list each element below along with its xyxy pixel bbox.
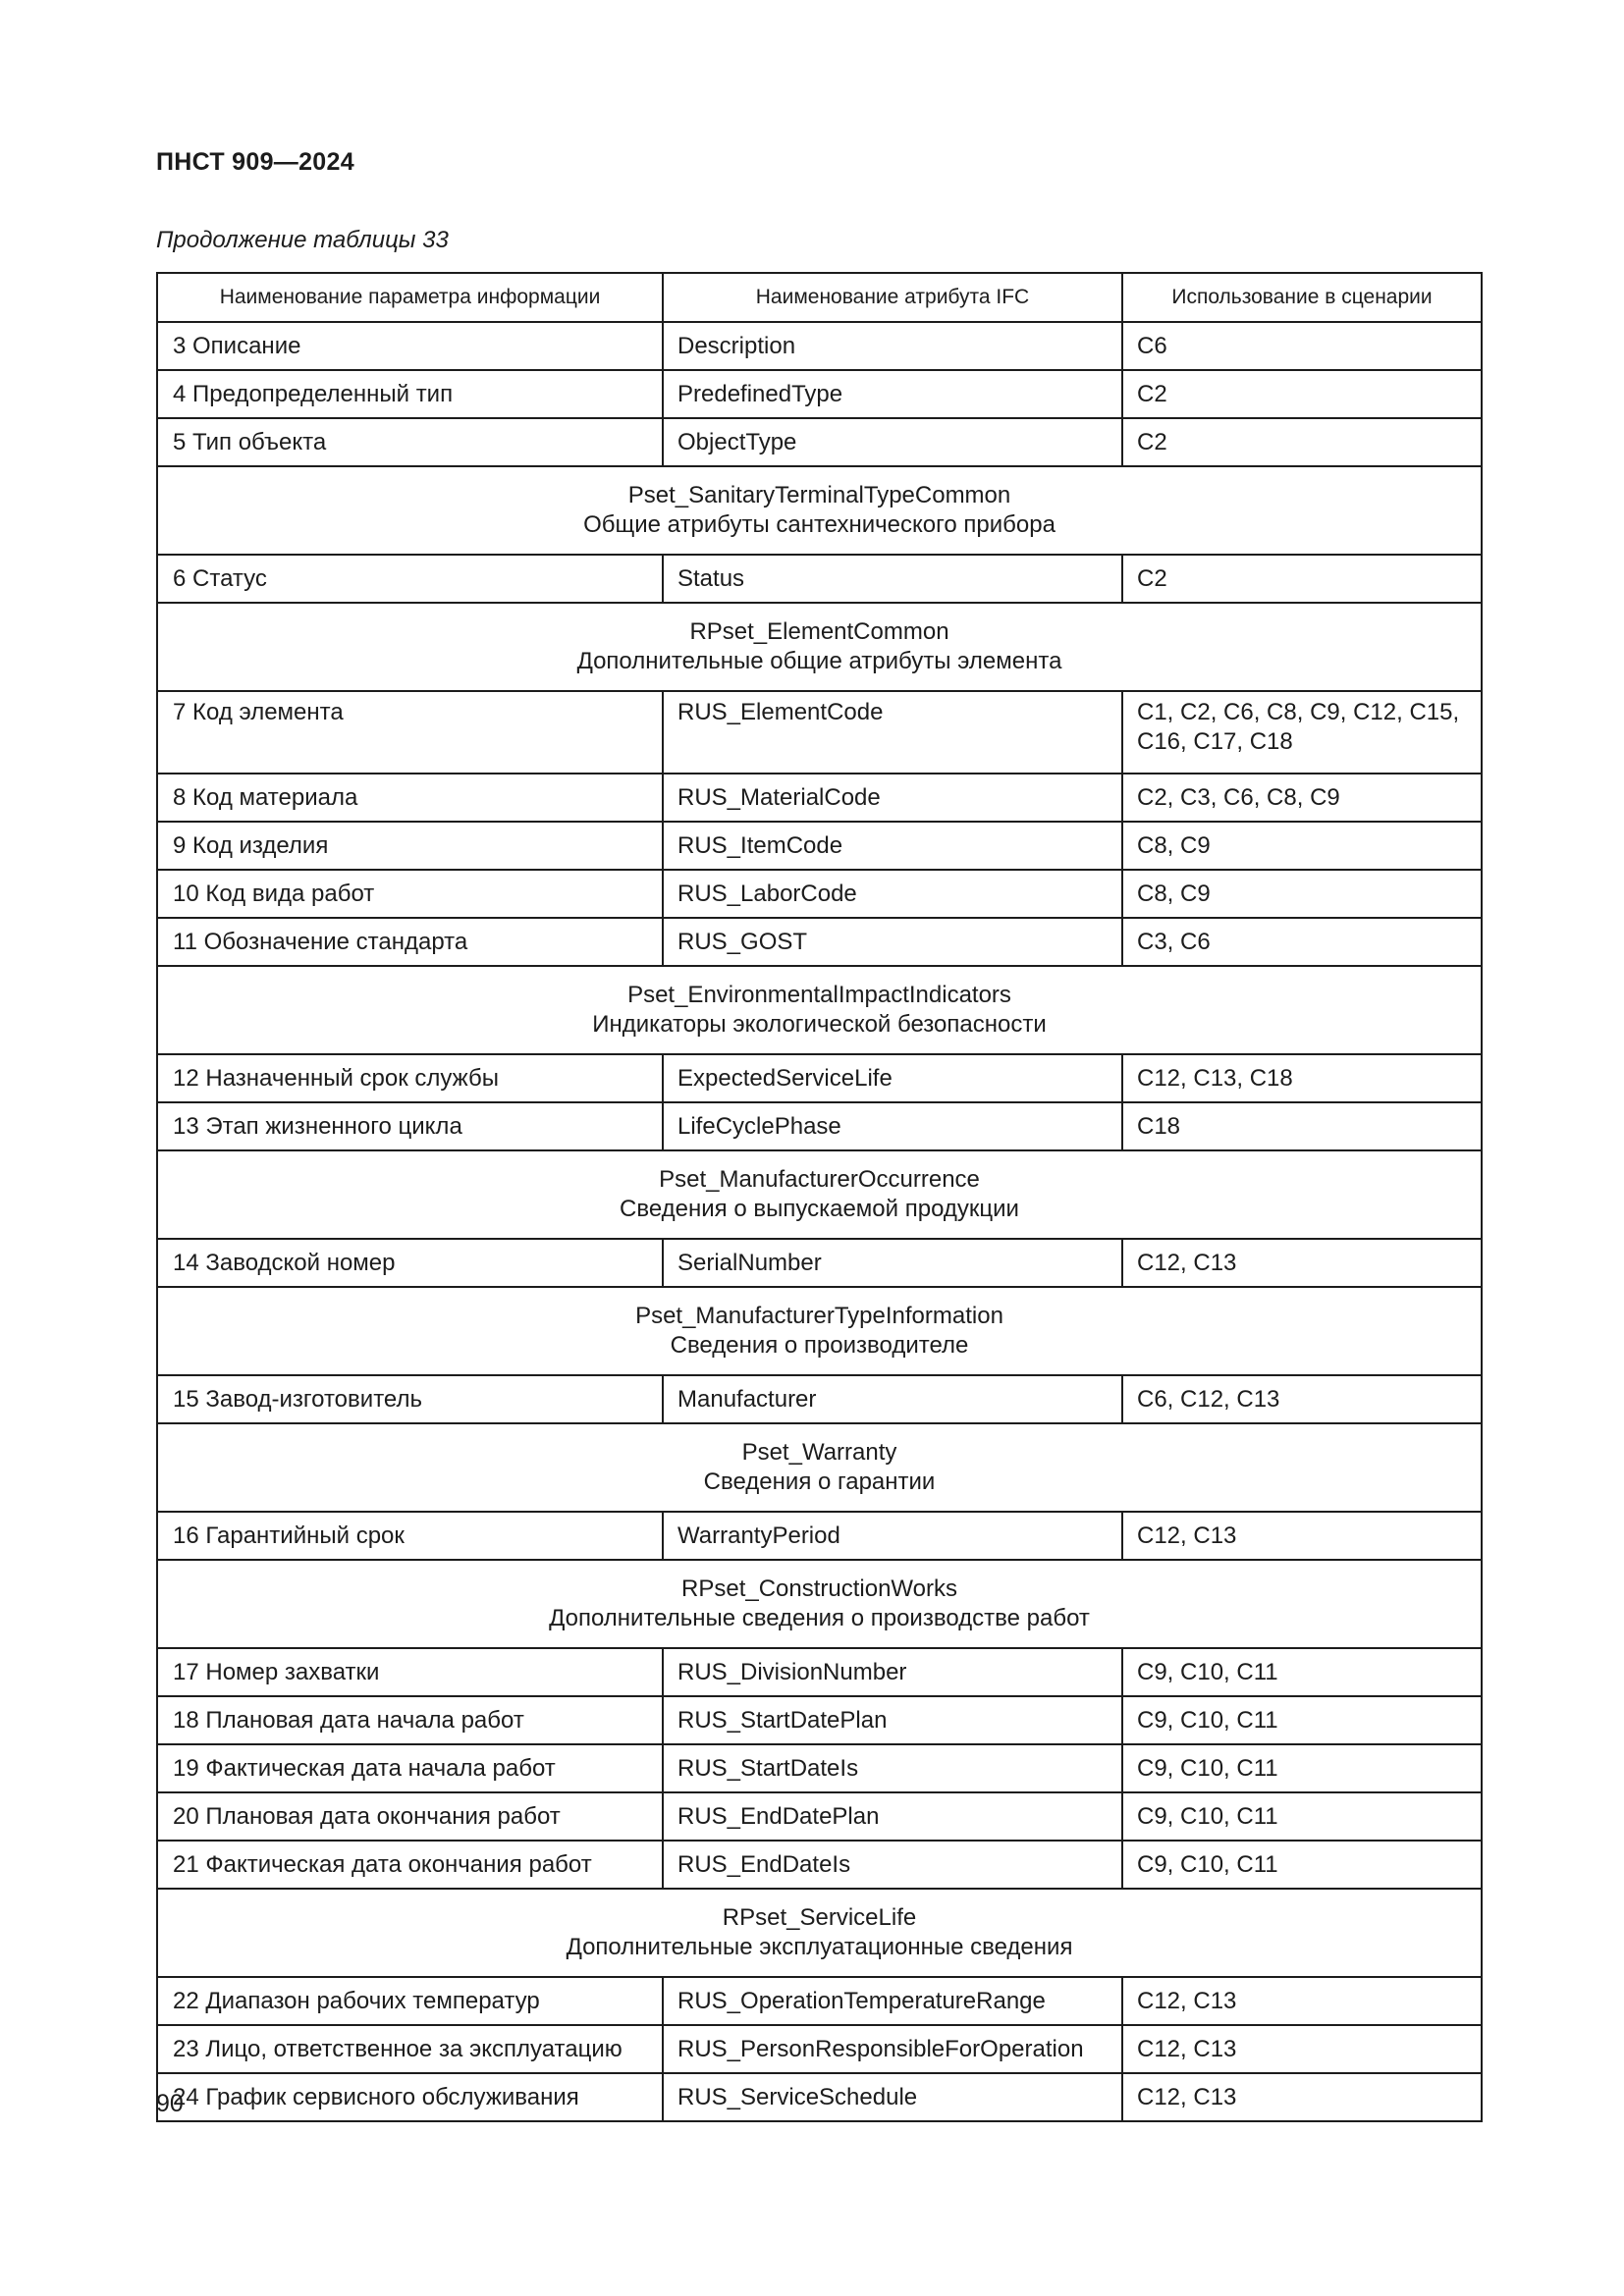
column-header-ifc-attribute: Наименование атрибута IFC [663, 273, 1122, 322]
table-caption: Продолжение таблицы 33 [156, 227, 449, 253]
parameter-cell: 24 График сервисного обслуживания [157, 2073, 663, 2121]
ifc-attribute-cell: RUS_DivisionNumber [663, 1648, 1122, 1696]
page-number: 90 [156, 2090, 184, 2117]
parameter-cell: 5 Тип объекта [157, 418, 663, 466]
ifc-attribute-cell: Description [663, 322, 1122, 370]
table-row [157, 555, 1482, 603]
parameter-cell: 11 Обозначение стандарта [157, 918, 663, 966]
scenario-usage-cell: С9, С10, С11 [1122, 1744, 1482, 1792]
ifc-attribute-cell: RUS_PersonResponsibleForOperation [663, 2025, 1122, 2073]
table-row [157, 1792, 1482, 1841]
ifc-attribute-cell: RUS_ItemCode [663, 822, 1122, 870]
property-set-cell [157, 1423, 1482, 1512]
table-row [157, 2073, 1482, 2121]
property-set-group-row [157, 1889, 1482, 1977]
property-set-cell [157, 603, 1482, 691]
scenario-usage-cell: С12, С13 [1122, 1512, 1482, 1560]
scenario-usage-cell: С2 [1122, 370, 1482, 418]
table-header-row [157, 273, 1482, 322]
scenario-usage-cell: С18 [1122, 1102, 1482, 1150]
property-set-cell [157, 1560, 1482, 1648]
table-row [157, 870, 1482, 918]
property-set-name: Pset_EnvironmentalImpactIndicators [627, 982, 1011, 1008]
property-set-cell [157, 466, 1482, 555]
scenario-usage-cell: С6 [1122, 322, 1482, 370]
parameter-cell: 8 Код материала [157, 774, 663, 822]
parameter-cell: 14 Заводской номер [157, 1239, 663, 1287]
property-set-description: Дополнительные сведения о производстве работ [549, 1605, 1090, 1631]
property-set-group-row [157, 1287, 1482, 1375]
property-set-cell [157, 1889, 1482, 1977]
parameter-cell: 18 Плановая дата начала работ [157, 1696, 663, 1744]
ifc-attribute-cell: RUS_ServiceSchedule [663, 2073, 1122, 2121]
parameter-cell: 20 Плановая дата окончания работ [157, 1792, 663, 1841]
ifc-attribute-cell: WarrantyPeriod [663, 1512, 1122, 1560]
ifc-attribute-cell: RUS_StartDateIs [663, 1744, 1122, 1792]
ifc-attribute-cell: PredefinedType [663, 370, 1122, 418]
property-set-name: RPset_ConstructionWorks [681, 1575, 957, 1602]
property-set-group-row [157, 603, 1482, 691]
column-header-parameter: Наименование параметра информации [157, 273, 663, 322]
parameter-cell: 7 Код элемента [157, 691, 663, 774]
ifc-attribute-cell: Status [663, 555, 1122, 603]
property-set-group-row [157, 1423, 1482, 1512]
table-row [157, 1512, 1482, 1560]
property-set-description: Сведения о гарантии [703, 1468, 936, 1495]
document-code: ПНСТ 909—2024 [156, 148, 354, 176]
property-set-group-row [157, 466, 1482, 555]
ifc-attribute-cell: RUS_StartDatePlan [663, 1696, 1122, 1744]
parameter-cell: 12 Назначенный срок службы [157, 1054, 663, 1102]
scenario-usage-cell: С6, С12, С13 [1122, 1375, 1482, 1423]
ifc-attribute-cell: RUS_LaborCode [663, 870, 1122, 918]
table-row [157, 1977, 1482, 2025]
parameter-cell: 9 Код изделия [157, 822, 663, 870]
table-row [157, 691, 1482, 774]
parameter-cell: 23 Лицо, ответственное за эксплуатацию [157, 2025, 663, 2073]
scenario-usage-cell: С12, С13, С18 [1122, 1054, 1482, 1102]
scenario-usage-cell: С2 [1122, 555, 1482, 603]
scenario-usage-cell: С9, С10, С11 [1122, 1841, 1482, 1889]
ifc-attribute-cell: SerialNumber [663, 1239, 1122, 1287]
parameter-cell: 17 Номер захватки [157, 1648, 663, 1696]
scenario-usage-cell: С9, С10, С11 [1122, 1696, 1482, 1744]
ifc-attribute-cell: ObjectType [663, 418, 1122, 466]
ifc-attribute-cell: LifeCyclePhase [663, 1102, 1122, 1150]
ifc-attribute-cell: RUS_ElementCode [663, 691, 1122, 774]
property-set-name: Pset_SanitaryTerminalTypeCommon [627, 482, 1011, 508]
scenario-usage-cell: С2 [1122, 418, 1482, 466]
parameter-cell: 21 Фактическая дата окончания работ [157, 1841, 663, 1889]
ifc-attribute-cell: Manufacturer [663, 1375, 1122, 1423]
ifc-attribute-cell: RUS_OperationTemperatureRange [663, 1977, 1122, 2025]
scenario-usage-cell: С12, С13 [1122, 1977, 1482, 2025]
parameter-cell: 3 Описание [157, 322, 663, 370]
property-set-cell [157, 1150, 1482, 1239]
property-set-cell [157, 1287, 1482, 1375]
column-header-scenario-usage: Использование в сценарии [1122, 273, 1482, 322]
scenario-usage-cell: С8, С9 [1122, 822, 1482, 870]
property-set-cell [157, 966, 1482, 1054]
table-row [157, 1841, 1482, 1889]
property-set-description: Общие атрибуты сантехнического прибора [583, 511, 1056, 538]
table-row [157, 370, 1482, 418]
parameter-cell: 13 Этап жизненного цикла [157, 1102, 663, 1150]
scenario-usage-cell: С12, С13 [1122, 2073, 1482, 2121]
table-row [157, 1102, 1482, 1150]
property-set-group-row [157, 1560, 1482, 1648]
property-set-name: RPset_ServiceLife [722, 1904, 917, 1931]
parameter-cell: 22 Диапазон рабочих температур [157, 1977, 663, 2025]
property-set-name: Pset_ManufacturerOccurrence [659, 1166, 980, 1193]
scenario-usage-cell: С12, С13 [1122, 2025, 1482, 2073]
scenario-usage-cell: С2, С3, С6, С8, С9 [1122, 774, 1482, 822]
table-row [157, 1375, 1482, 1423]
property-set-description: Сведения о выпускаемой продукции [620, 1196, 1019, 1222]
table-row [157, 1239, 1482, 1287]
scenario-usage-cell: С9, С10, С11 [1122, 1792, 1482, 1841]
property-set-group-row [157, 1150, 1482, 1239]
ifc-attribute-cell: RUS_MaterialCode [663, 774, 1122, 822]
property-set-description: Сведения о производителе [670, 1332, 969, 1359]
table-row [157, 2025, 1482, 2073]
property-set-name: RPset_ElementCommon [689, 618, 949, 645]
ifc-attribute-cell: ExpectedServiceLife [663, 1054, 1122, 1102]
table-row [157, 822, 1482, 870]
table-row [157, 1648, 1482, 1696]
property-set-name: Pset_ManufacturerTypeInformation [635, 1303, 1003, 1329]
ifc-attribute-cell: RUS_EndDateIs [663, 1841, 1122, 1889]
scenario-usage-cell: С8, С9 [1122, 870, 1482, 918]
table-row [157, 1054, 1482, 1102]
parameter-cell: 19 Фактическая дата начала работ [157, 1744, 663, 1792]
property-set-description: Индикаторы экологической безопасности [592, 1011, 1047, 1038]
parameter-cell: 6 Статус [157, 555, 663, 603]
table-row [157, 418, 1482, 466]
table-row [157, 774, 1482, 822]
property-set-description: Дополнительные эксплуатационные сведения [566, 1934, 1073, 1960]
attributes-table [156, 272, 1483, 2122]
table-row [157, 918, 1482, 966]
parameter-cell: 10 Код вида работ [157, 870, 663, 918]
scenario-usage-cell: С3, С6 [1122, 918, 1482, 966]
property-set-name: Pset_Warranty [741, 1439, 897, 1466]
ifc-attribute-cell: RUS_GOST [663, 918, 1122, 966]
table-row [157, 1696, 1482, 1744]
property-set-description: Дополнительные общие атрибуты элемента [576, 648, 1062, 674]
property-set-group-row [157, 966, 1482, 1054]
parameter-cell: 4 Предопределенный тип [157, 370, 663, 418]
scenario-usage-cell: С9, С10, С11 [1122, 1648, 1482, 1696]
parameter-cell: 15 Завод-изготовитель [157, 1375, 663, 1423]
scenario-usage-cell: С12, С13 [1122, 1239, 1482, 1287]
ifc-attribute-cell: RUS_EndDatePlan [663, 1792, 1122, 1841]
table-row [157, 1744, 1482, 1792]
scenario-usage-cell: С1, С2, С6, С8, С9, С12, С15, С16, С17, С18 [1122, 691, 1482, 774]
parameter-cell: 16 Гарантийный срок [157, 1512, 663, 1560]
table-row [157, 322, 1482, 370]
